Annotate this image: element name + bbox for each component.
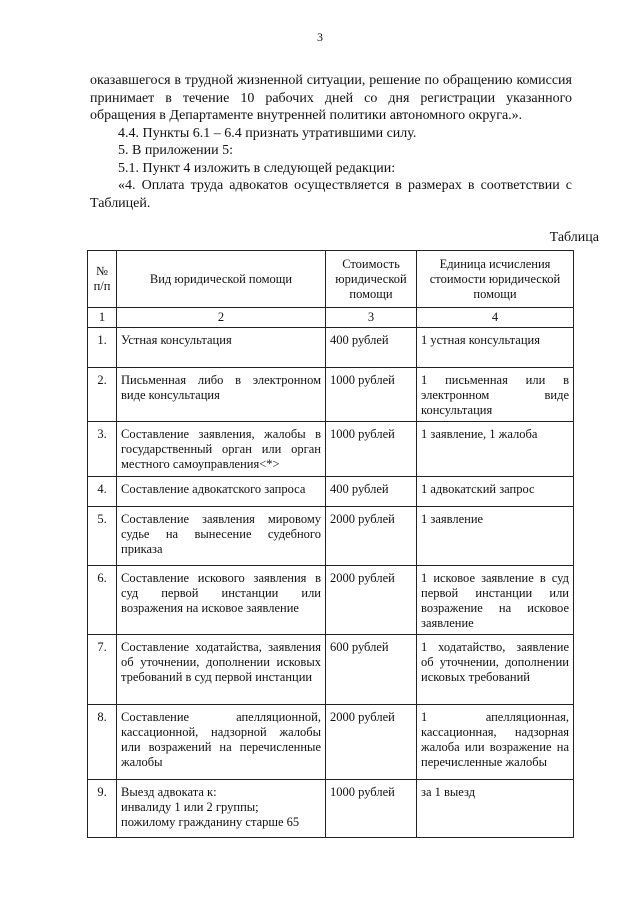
header-unit: Единица исчисления стоимости юридической помощи bbox=[417, 251, 574, 308]
row-number: 4. bbox=[88, 477, 117, 507]
row-unit: 1 исковое заявление в суд первой инстанции или возражение на исковое заявление bbox=[417, 566, 574, 635]
row-description: Составление адвокатского запроса bbox=[117, 477, 326, 507]
table-row bbox=[88, 477, 574, 507]
row-price: 400 рублей bbox=[326, 328, 417, 368]
body-text bbox=[90, 72, 572, 212]
row-number: 8. bbox=[88, 705, 117, 780]
row-number: 7. bbox=[88, 635, 117, 705]
row-description: Составление искового заявления в суд первой инстанции или возражения на исковое заявление bbox=[117, 566, 326, 635]
row-number: 2. bbox=[88, 368, 117, 422]
paragraph-continuation: оказавшегося в трудной жизненной ситуации, решение по обращению комиссия принимает в течение 10 рабочих дней со дня регистрации указанного обращения в Департаменте внутренней политики автономного округа.». bbox=[90, 73, 572, 123]
table-row bbox=[88, 566, 574, 635]
table-caption: Таблица bbox=[549, 230, 599, 245]
table-row bbox=[88, 780, 574, 838]
column-number: 4 bbox=[417, 308, 574, 328]
table-row bbox=[88, 422, 574, 477]
row-number: 1. bbox=[88, 328, 117, 368]
paragraph-item-5-1: 5.1. Пункт 4 изложить в следующей редакции: bbox=[118, 160, 396, 176]
legal-aid-cost-table bbox=[87, 250, 574, 838]
row-number: 9. bbox=[88, 780, 117, 838]
page-number: 3 bbox=[317, 30, 323, 44]
row-unit: 1 письменная или в электронном виде консультация bbox=[417, 368, 574, 422]
table-row bbox=[88, 368, 574, 422]
table-row bbox=[88, 328, 574, 368]
row-description: Устная консультация bbox=[117, 328, 326, 368]
column-numbers-row bbox=[88, 308, 574, 328]
row-unit: 1 апелляционная, кассационная, надзорная жалоба или возражение на перечисленные жалобы bbox=[417, 705, 574, 780]
row-unit: 1 ходатайство, заявление об уточнении, дополнении исковых требований bbox=[417, 635, 574, 705]
row-price: 1000 рублей bbox=[326, 422, 417, 477]
row-price: 1000 рублей bbox=[326, 368, 417, 422]
paragraph-item-5: 5. В приложении 5: bbox=[118, 143, 234, 158]
row-price: 2000 рублей bbox=[326, 566, 417, 635]
table-row bbox=[88, 705, 574, 780]
paragraph-item-4-4: 4.4. Пункты 6.1 – 6.4 признать утратившими силу. bbox=[118, 125, 417, 141]
row-description-line: Выезд адвоката к: bbox=[121, 785, 217, 799]
row-number: 5. bbox=[88, 507, 117, 566]
column-number: 1 bbox=[88, 308, 117, 328]
row-price: 2000 рублей bbox=[326, 705, 417, 780]
row-description-line: инвалиду 1 или 2 группы; bbox=[121, 800, 259, 814]
row-unit: 1 устная консультация bbox=[417, 328, 574, 368]
table-header-row bbox=[88, 251, 574, 308]
row-unit: 1 заявление bbox=[417, 507, 574, 566]
row-description-line: пожилому гражданину старше 65 bbox=[121, 815, 300, 829]
table-row bbox=[88, 635, 574, 705]
row-unit: за 1 выезд bbox=[417, 780, 574, 838]
row-description: Составление ходатайства, заявления об уточнении, дополнении исковых требований в суд первой инстанции bbox=[117, 635, 326, 705]
column-number: 3 bbox=[326, 308, 417, 328]
row-number: 6. bbox=[88, 566, 117, 635]
table-row bbox=[88, 507, 574, 566]
row-description bbox=[117, 780, 326, 838]
row-price: 600 рублей bbox=[326, 635, 417, 705]
header-type: Вид юридической помощи bbox=[117, 251, 326, 308]
header-num: № п/п bbox=[88, 251, 117, 308]
row-description: Составление заявления мировому судье на вынесение судебного приказа bbox=[117, 507, 326, 566]
row-unit: 1 адвокатский запрос bbox=[417, 477, 574, 507]
column-number: 2 bbox=[117, 308, 326, 328]
row-description: Составление заявления, жалобы в государственный орган или орган местного самоуправления<*> bbox=[117, 422, 326, 477]
header-cost: Стоимость юридической помощи bbox=[326, 251, 417, 308]
row-description: Письменная либо в электронном виде консультация bbox=[117, 368, 326, 422]
row-price: 400 рублей bbox=[326, 477, 417, 507]
row-unit: 1 заявление, 1 жалоба bbox=[417, 422, 574, 477]
row-description: Составление апелляционной, кассационной, надзорной жалобы или возражений на перечисленные жалобы bbox=[117, 705, 326, 780]
row-price: 1000 рублей bbox=[326, 780, 417, 838]
row-price: 2000 рублей bbox=[326, 507, 417, 566]
paragraph-quote-4: «4. Оплата труда адвокатов осуществляется в размерах в соответствии с Таблицей. bbox=[90, 178, 572, 211]
row-number: 3. bbox=[88, 422, 117, 477]
